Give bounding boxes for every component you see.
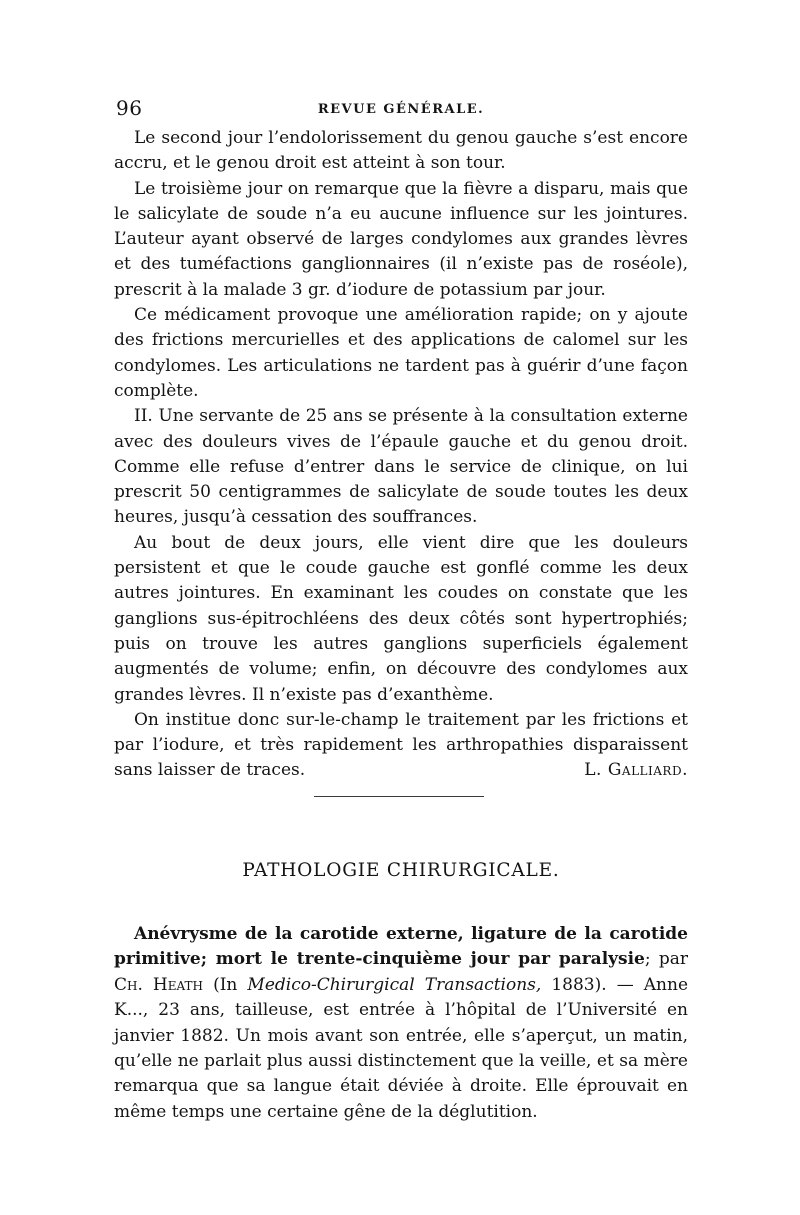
source-close: 1883). — (551, 974, 634, 995)
article-author: Ch. Heath (114, 974, 203, 995)
paragraph: Le troisième jour on remarque que la fièvre a disparu, mais que le salicylate de soude n’a eu aucune influence sur les jointures. L’auteur ayant observé de larges condylomes aux grandes lèvres et des tuméfactions ganglionnaires (il n’existe pas de roséole), prescrit à la malade 3 gr. d’iodure de potassium par jour. (114, 178, 688, 300)
article (114, 922, 688, 1125)
article-title: Anévrysme de la carotide externe, ligature de la carotide primitive; mort le trente-cinquième jour par paralysie (114, 924, 688, 970)
running-title: REVUE GÉNÉRALE. (317, 102, 485, 117)
paragraph: Au bout de deux jours, elle vient dire que les douleurs persistent et que le coude gauche est gonflé comme les deux autres jointures. En examinant les coudes on constate que les ganglions sus-épitrochléens des deux côtés sont hypertrophiés; puis on trouve les autres ganglions superficiels également augmentés de volume; enfin, on découvre des condylomes aux grandes lèvres. Il n’existe pas d’exanthème. (114, 532, 688, 705)
page-number: 96 (116, 96, 143, 120)
section-divider (314, 796, 484, 797)
paragraph-with-signature (114, 708, 688, 784)
paragraph: II. Une servante de 25 ans se présente à la consultation externe avec des douleurs vives de l’épaule gauche et du genou droit. Comme elle refuse d’entrer dans le service de clinique, on lui prescrit 50 centigrammes de salicylate de soude toutes les deux heures, jusqu’à cessation des souffrances. (114, 406, 688, 528)
article-source: Medico-Chirurgical Transactions, (247, 974, 542, 995)
paragraph: Ce médicament provoque une amélioration rapide; on y ajoute des frictions mercurielles et des applications de calomel sur les condylomes. Les articulations ne tardent pas à guérir d’une façon complète. (114, 305, 688, 401)
paragraph: Le second jour l’endolorissement du genou gauche s’est encore accru, et le genou droit est atteint à son tour. (114, 128, 688, 174)
section-heading: PATHOLOGIE CHIRURGICALE. (242, 860, 560, 881)
byline-prefix: ; par (644, 949, 689, 970)
paragraph-text: On institue donc sur-le-champ le traitement par les frictions et par l’iodure, et très rapidement les arthropathies disparaissent sans laisser de traces. (114, 709, 688, 781)
page-header (116, 96, 686, 126)
article-paragraph (114, 922, 688, 1125)
article-text: Anne K..., 23 ans, tailleuse, est entrée à l’hôpital de l’Université en janvier 1882. Un mois avant son entrée, elle s’aperçut, un matin, qu’elle ne parlait plus aussi distinctement que la veille, et sa mère remarqua que sa langue était déviée à droite. Elle éprouvait en même temps une certaine gêne de la déglutition. (114, 974, 689, 1122)
source-open: (In (213, 974, 238, 995)
review-text (114, 126, 688, 784)
author-signature: L. Galliard. (584, 760, 688, 781)
